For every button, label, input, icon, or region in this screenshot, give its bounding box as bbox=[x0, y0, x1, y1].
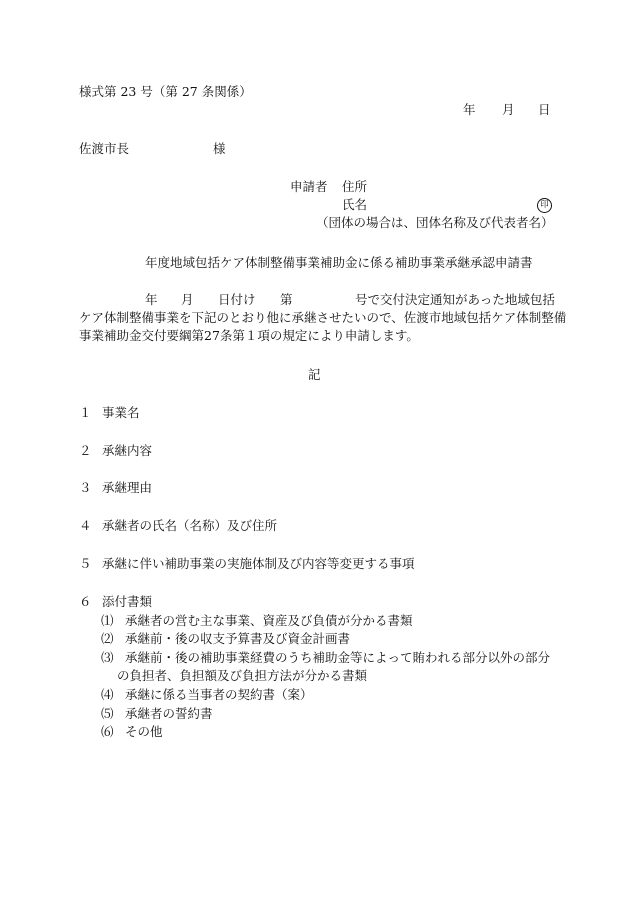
item-number: ３ bbox=[79, 480, 92, 495]
ki-heading: 記 bbox=[308, 367, 321, 382]
name-label: 氏名 bbox=[342, 197, 368, 212]
attachment-text: その他 bbox=[125, 724, 163, 739]
attachment-text-continued: の負担者、負担額及び負担方法が分かる書類 bbox=[117, 668, 368, 683]
item-label: 承継理由 bbox=[102, 480, 153, 495]
attachment-number: ⑸ bbox=[101, 706, 114, 721]
form-number: 様式第 23 号（第 27 条関係） bbox=[79, 84, 252, 99]
item-number: ６ bbox=[79, 594, 92, 609]
recipient-honorific: 様 bbox=[213, 141, 226, 156]
attachment-text: 承継前・後の収支予算書及び資金計画書 bbox=[125, 631, 351, 646]
body-line1-rest: 号で交付決定通知があった地域包括 bbox=[355, 292, 555, 307]
item-label: 承継内容 bbox=[102, 443, 153, 458]
item-number: １ bbox=[79, 405, 92, 420]
seal-mark: 印 bbox=[537, 198, 552, 213]
body-number-prefix: 第 bbox=[280, 292, 293, 307]
document-title: 年度地域包括ケア体制整備事業補助金に係る補助事業承継承認申請書 bbox=[145, 255, 533, 270]
item-label: 承継者の氏名（名称）及び住所 bbox=[102, 518, 278, 533]
attachment-number: ⑹ bbox=[101, 724, 114, 739]
date-year-label: 年 bbox=[463, 102, 476, 117]
item-label: 添付書類 bbox=[102, 594, 153, 609]
body-line3: 事業補助金交付要綱第27条第１項の規定により申請します。 bbox=[79, 328, 419, 343]
attachment-text: 承継に係る当事者の契約書（案） bbox=[125, 687, 313, 702]
attachment-text: 承継者の誓約書 bbox=[125, 706, 213, 721]
attachment-number: ⑷ bbox=[101, 687, 114, 702]
applicant-label: 申請者 bbox=[290, 179, 328, 194]
item-number: ２ bbox=[79, 443, 92, 458]
body-date-suffix: 日付け bbox=[218, 292, 256, 307]
item-label: 事業名 bbox=[102, 405, 140, 420]
item-label: 承継に伴い補助事業の実施体制及び内容等変更する事項 bbox=[102, 556, 415, 571]
item-number: ５ bbox=[79, 556, 92, 571]
attachment-text: 承継前・後の補助事業経費のうち補助金等によって賄われる部分以外の部分 bbox=[125, 650, 551, 665]
attachment-number: ⑶ bbox=[101, 650, 114, 665]
attachment-number: ⑵ bbox=[101, 631, 114, 646]
body-year: 年 bbox=[145, 292, 158, 307]
item-number: ４ bbox=[79, 518, 92, 533]
recipient-name: 佐渡市長 bbox=[79, 141, 130, 156]
body-line2: ケア体制整備事業を下記のとおり他に承継させたいので、佐渡市地域包括ケア体制整備 bbox=[79, 310, 567, 325]
body-month: 月 bbox=[181, 292, 194, 307]
organization-note: （団体の場合は、団体名称及び代表者名） bbox=[316, 215, 554, 230]
date-month-label: 月 bbox=[502, 102, 515, 117]
attachment-number: ⑴ bbox=[101, 613, 114, 628]
date-day-label: 日 bbox=[538, 102, 551, 117]
address-label: 住所 bbox=[342, 179, 368, 194]
attachment-text: 承継者の営む主な事業、資産及び負債が分かる書類 bbox=[125, 613, 413, 628]
